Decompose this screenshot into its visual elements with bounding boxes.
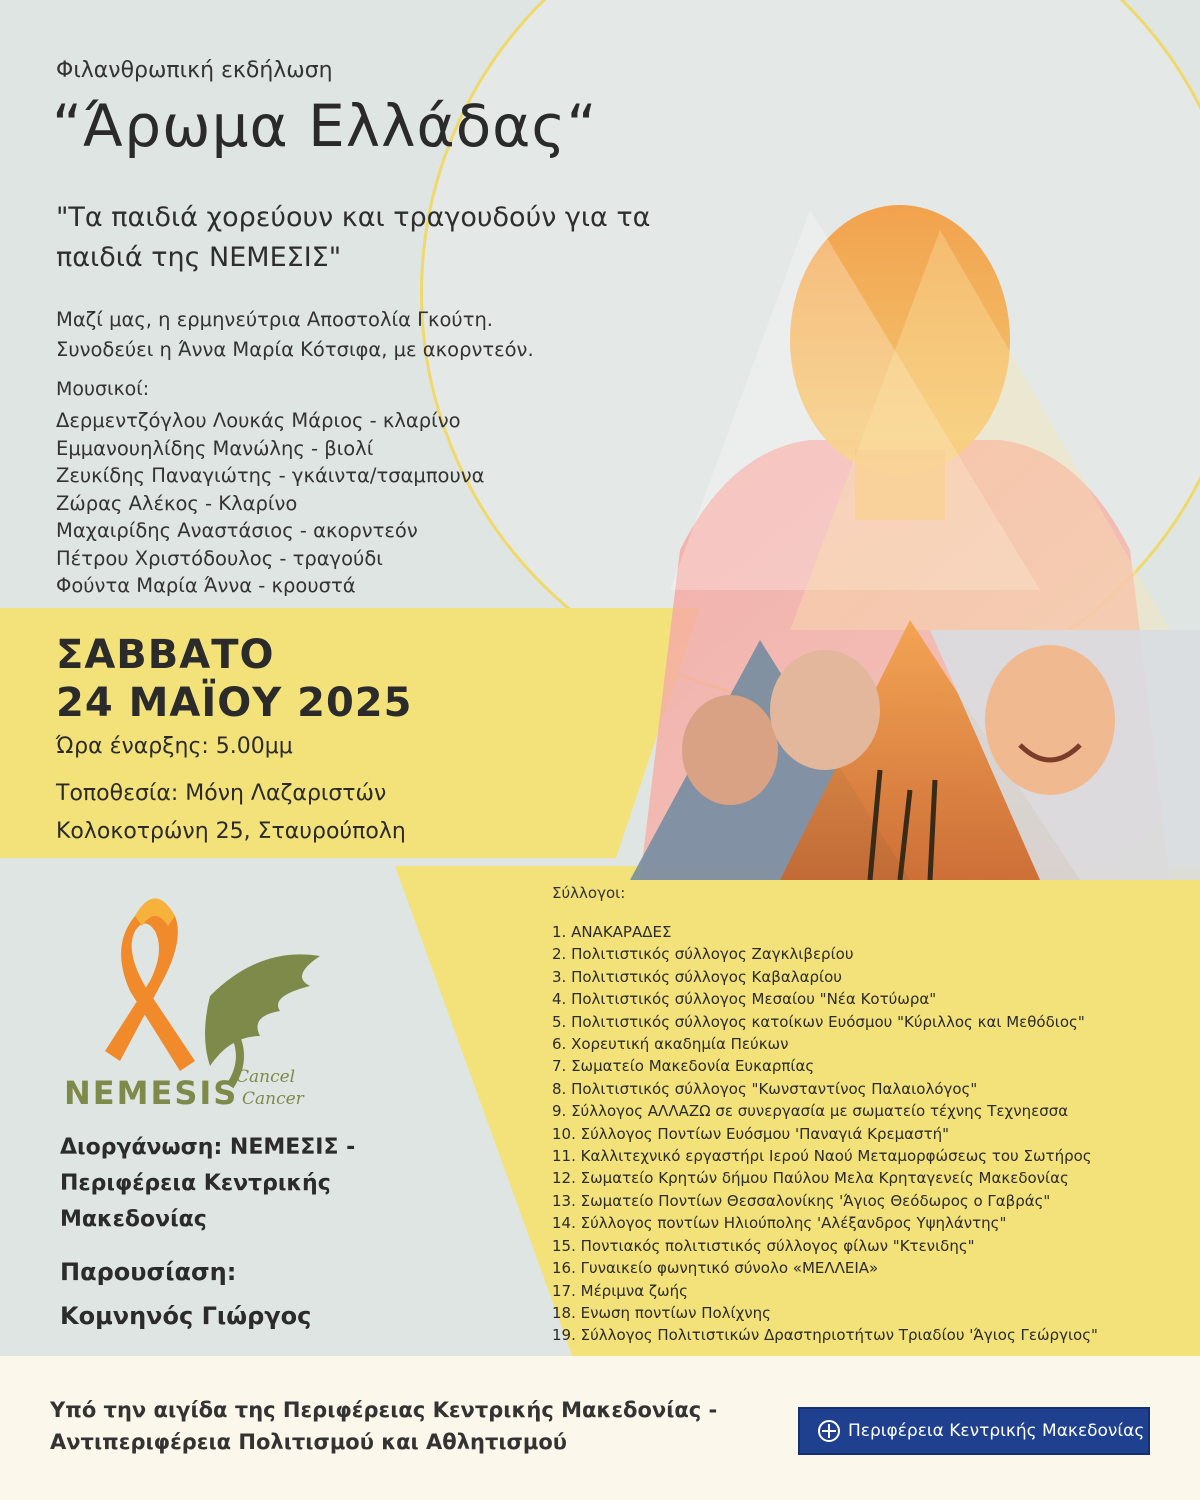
club-item: 13. Σωματείο Ποντίων Θεσσαλονίκης 'Άγιος Θεόδωρος ο Γαβράς" [552, 1191, 1051, 1210]
intro-accompaniment: Συνοδεύει η Άννα Μαρία Κότσιφα, με ακορντεόν. [56, 338, 534, 361]
cancel-cancer-script [236, 1066, 346, 1110]
presentation-label: Παρουσίαση: [60, 1258, 237, 1286]
musician-item: Δερμεντζόγλου Λουκάς Μάριος - κλαρίνο [56, 409, 461, 432]
organizer-block [60, 1130, 390, 1238]
club-item: 9. Σύλλογος ΑΛΛΑΖΩ σε συνεργασία με σωματείο τέχνης Τεχνηεσσα [552, 1102, 1069, 1121]
cancel-word: Cancel [236, 1067, 296, 1087]
location-address: Κολοκοτρώνη 25, Σταυρούπολη [56, 819, 406, 844]
club-item: 6. Χορευτική ακαδημία Πεύκων [552, 1035, 789, 1054]
region-logo-badge [798, 1407, 1150, 1455]
clubs-heading: Σύλλογοι: [552, 884, 626, 902]
musician-item: Μαχαιρίδης Αναστάσιος - ακορντεόν [56, 519, 418, 542]
musicians-heading: Μουσικοί: [56, 378, 150, 400]
club-item: 3. Πολιτιστικός σύλλογος Καβαλαρίου [552, 967, 842, 986]
club-item: 5. Πολιτιστικός σύλλογος κατοίκων Ευόσμου "Κύριλλος και Μεθόδιος" [552, 1012, 1085, 1031]
event-start-time: Ώρα έναρξης: 5.00μμ [56, 734, 293, 759]
event-title: “Άρωμα Ελλάδας“ [52, 92, 598, 160]
musician-item: Ζώρας Αλέκος - Κλαρίνο [56, 491, 298, 515]
musician-item: Ζευκίδης Παναγιώτης - γκάιντα/τσαμπουνα [56, 464, 485, 487]
intro-block [56, 305, 656, 365]
club-item: 16. Γυναικείο φωνητικό σύνολο «ΜΕΛΛΕΙΑ» [552, 1259, 879, 1278]
event-kicker: Φιλανθρωπική εκδήλωση [56, 58, 333, 83]
club-item: 18. Ενωση ποντίων Πολίχνης [552, 1303, 771, 1322]
musician-item: Εμμανουηλίδης Μανώλης - βιολί [56, 436, 374, 460]
club-item: 12. Σωματείο Κρητών δήμου Παύλου Μελα Κρηταγενείς Μακεδονίας [552, 1169, 1069, 1188]
region-badge-label: Περιφέρεια Κεντρικής Μακεδονίας [848, 1421, 1145, 1441]
club-item: 19. Σύλλογος Πολιτιστικών Δραστηριοτήτων Τριαδίου 'Άγιος Γεώργιος" [552, 1326, 1098, 1345]
club-item: 2. Πολιτιστικός σύλλογος Ζαγκλιβερίου [552, 945, 854, 964]
event-day: ΣΑΒΒΑΤΟ [56, 632, 275, 678]
musicians-list [56, 407, 485, 600]
event-date: 24 ΜΑΪΟΥ 2025 [56, 680, 413, 726]
presenter-name: Κομνηνός Γιώργος [60, 1302, 312, 1330]
musician-item: Φούντα Μαρία Άννα - κρουστά [56, 574, 356, 597]
clubs-list [552, 921, 1098, 1347]
event-tagline: "Τα παιδιά χορεύουν και τραγουδούν για τα παιδιά της ΝΕΜΕΣΙΣ" [56, 202, 651, 273]
organizer-line-3: Μακεδονίας [60, 1207, 207, 1232]
club-item: 4. Πολιτιστικός σύλλογος Μεσαίου "Νέα Κοτύωρα" [552, 990, 937, 1009]
club-item: 14. Σύλλογος ποντίων Ηλιούπολης 'Αλέξανδρος Υψηλάντης" [552, 1214, 1007, 1233]
patronage-text [50, 1394, 770, 1458]
event-location [56, 775, 616, 851]
cancer-word: Cancer [242, 1089, 304, 1109]
club-item: 10. Σύλλογος Ποντίων Ευόσμου 'Παναγιά Κρεμαστή" [552, 1124, 950, 1143]
club-item: 17. Μέριμνα ζωής [552, 1281, 688, 1300]
children-photo-collage [610, 190, 1200, 880]
patronage-line-1: Υπό την αιγίδα της Περιφέρειας Κεντρικής Μακεδονίας - [50, 1398, 718, 1422]
location-venue: Τοποθεσία: Μόνη Λαζαριστών [56, 781, 387, 806]
club-item: 11. Καλλιτεχνικό εργαστήρι Ιερού Ναού Μεταμορφώσεως του Σωτήρος [552, 1147, 1092, 1166]
intro-singer: Μαζί μας, η ερμηνεύτρια Αποστολία Γκούτη. [56, 308, 494, 331]
club-item: 1. ΑΝΑΚΑΡΑΔΕΣ [552, 923, 672, 941]
patronage-line-2: Αντιπεριφέρεια Πολιτισμού και Αθλητισμού [50, 1430, 567, 1454]
region-emblem-icon [818, 1420, 840, 1442]
club-item: 7. Σωματείο Μακεδονία Ευκαρπίας [552, 1057, 815, 1076]
nemesis-wordmark: NEMESIS [64, 1074, 239, 1112]
club-item: 15. Ποντιακός πολιτιστικός σύλλογος φίλων "Κτενιδης" [552, 1236, 975, 1255]
club-item: 8. Πολιτιστικός σύλλογος "Κωνσταντίνος Παλαιολόγος" [552, 1079, 978, 1098]
musician-item: Πέτρου Χριστόδουλος - τραγούδι [56, 546, 383, 570]
organizer-line-1: Διοργάνωση: ΝΕΜΕΣΙΣ - [60, 1135, 356, 1160]
organizer-line-2: Περιφέρεια Κεντρικής [60, 1171, 331, 1196]
